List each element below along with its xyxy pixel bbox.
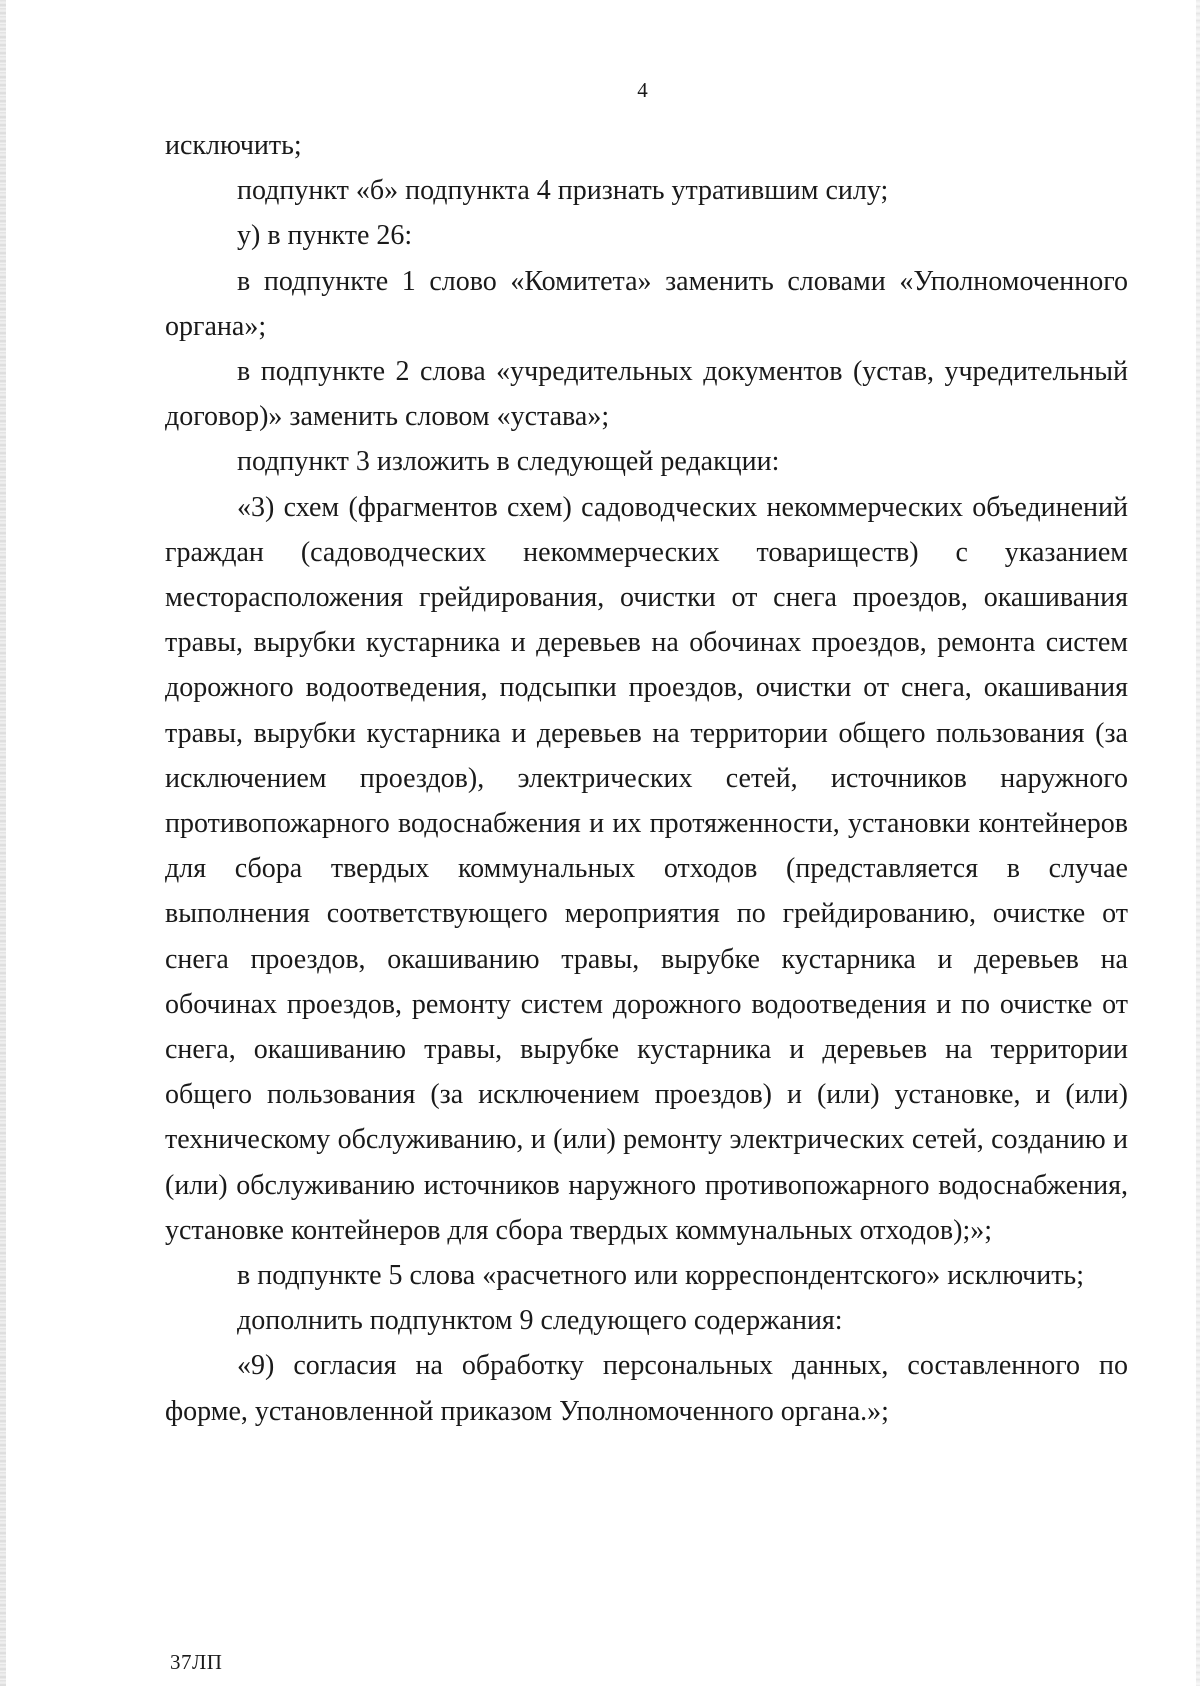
paragraph: «9) согласия на обработку персональных данных, составленного по форме, установленной приказом Уполномоченного органа.»; bbox=[165, 1350, 1128, 1427]
paragraph: «3) схем (фрагментов схем) садоводческих некоммерческих объединений граждан (садоводческих некоммерческих товариществ) с указанием месторасположения грейдирования, очистки от снега проездов, окашивания травы, вырубки кустарника и деревьев на обочинах проездов, ремонта систем дорожного водоотведения, подсыпки проездов, очистки от снега, окашивания травы, вырубки кустарника и деревьев на территории общего пользования (за исключением проездов), электрических сетей, источников наружного противопожарного водоснабжения и их протяженности, установки контейнеров для сбора твердых коммунальных отходов (представляется в случае выполнения соответствующего мероприятия по грейдированию, очистке от снега проездов, окашиванию травы, вырубке кустарника и деревьев на обочинах проездов, ремонту систем дорожного водоотведения и по очистке от снега, окашиванию травы, вырубке кустарника и деревьев на территории общего пользования (за исключением проездов) и (или) установке, и (или) техническому обслуживанию, и (или) ремонту электрических сетей, созданию и (или) обслуживанию источников наружного противопожарного водоснабжения, установке контейнеров для сбора твердых коммунальных отходов);»; bbox=[165, 491, 1128, 1246]
paragraph: у) в пункте 26: bbox=[237, 220, 413, 252]
document-body bbox=[165, 123, 1128, 1434]
paragraph: подпункт «б» подпункта 4 признать утратившим силу; bbox=[237, 175, 889, 207]
footer-document-code: 37ЛП bbox=[170, 1650, 223, 1674]
paragraph: дополнить подпунктом 9 следующего содержания: bbox=[237, 1305, 843, 1337]
paragraph: в подпункте 2 слова «учредительных документов (устав, учредительный договор)» заменить словом «устава»; bbox=[165, 356, 1128, 433]
page-number: 4 bbox=[637, 78, 648, 102]
scan-edge-right bbox=[1196, 0, 1200, 1686]
paragraph: в подпункте 1 слово «Комитета» заменить словами «Уполномоченного органа»; bbox=[165, 265, 1128, 342]
paragraph: подпункт 3 изложить в следующей редакции: bbox=[237, 446, 780, 478]
paragraph: в подпункте 5 слова «расчетного или корреспондентского» исключить; bbox=[237, 1260, 1084, 1292]
paragraph: исключить; bbox=[165, 130, 302, 161]
scan-edge-left bbox=[0, 0, 6, 1686]
